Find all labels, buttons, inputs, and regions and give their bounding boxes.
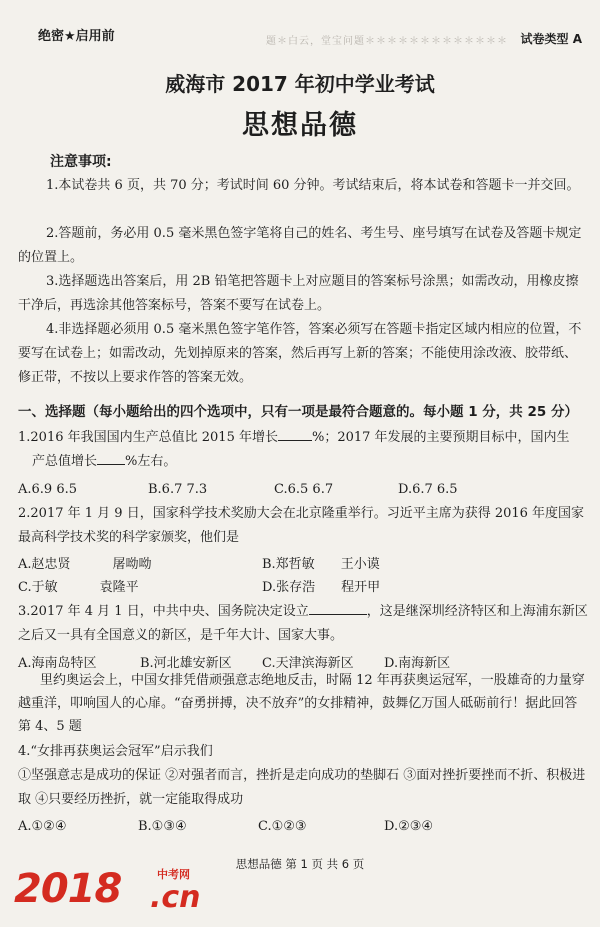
answer-blank <box>97 464 125 465</box>
page-footer: 思想品德 第 1 页 共 6 页 <box>235 857 365 871</box>
note-item-4: 4.非选择题必须用 0.5 毫米黑色签字笔作答，答案必须写在答题卡指定区域内相应的位置，不要写在试卷上；如需改动，先划掉原来的答案，然后再写上新的答案；不能使用涂改液、胶带纸、修正带，不按以上要求作答的答案无效。 <box>18 322 582 385</box>
q1-stem-part: %；2017 年发展的主要预期目标中，国内生 <box>311 430 570 445</box>
q4-option-b: B.①③④ <box>138 819 187 834</box>
note-item-3: 3.选择题选出答案后，用 2B 铅笔把答题卡上对应题目的答案标号涂黑；如需改动，用橡皮擦干净后，再选涂其他答案标号，答案不要写在试卷上。 <box>18 274 579 313</box>
question-4-stem: 4.“女排再获奥运会冠军”启示我们 <box>18 744 213 759</box>
q2-option-c-name1: C.于敏 <box>18 580 58 595</box>
paper-type-label: 试卷类型 A <box>520 32 582 46</box>
q1-option-d: D.6.7 6.5 <box>398 482 458 497</box>
q3-stem-part: 3.2017 年 4 月 1 日，中共中央、国务院决定设立 <box>18 604 309 619</box>
bleed-through-text: 题＊白云，堂宝问题＊＊＊＊＊＊＊＊＊＊＊＊＊ <box>266 36 508 47</box>
q2-option-a-name1: A.赵忠贤 <box>18 557 71 572</box>
q2-option-d-name2: 程开甲 <box>341 580 381 595</box>
q3-option-d: D.南海新区 <box>384 656 451 671</box>
q1-option-c: C.6.5 6.7 <box>274 482 334 497</box>
section-heading: 一、选择题（每小题给出的四个选项中，只有一项是最符合题意的。每小题 1 分，共 25 分） <box>18 404 578 420</box>
watermark-logo-number: 2018 <box>14 866 122 912</box>
q3-option-a: A.海南岛特区 <box>18 656 97 671</box>
q2-option-c-name2: 袁隆平 <box>99 580 139 595</box>
exam-title: 威海市 2017 年初中学业考试 <box>165 72 435 96</box>
q3-option-c: C.天津滨海新区 <box>262 656 354 671</box>
q1-stem-part: 产总值增长 <box>32 454 98 469</box>
note-item-1: 1.本试卷共 6 页，共 70 分；考试时间 60 分钟。考试结束后，将本试卷和答题卡一并交回。 <box>46 178 580 193</box>
q4-option-c: C.①②③ <box>258 819 307 834</box>
q4-option-a: A.①②④ <box>18 819 67 834</box>
note-item-2: 2.答题前，务必用 0.5 毫米黑色签字笔将自己的姓名、考生号、座号填写在试卷及答题卡规定的位置上。 <box>18 226 582 265</box>
q1-option-a: A.6.9 6.5 <box>18 482 78 497</box>
q2-option-d-name1: D.张存浩 <box>262 580 316 595</box>
q3-option-b: B.河北雄安新区 <box>140 656 232 671</box>
question-2-stem: 2.2017 年 1 月 9 日，国家科学技术奖励大会在北京隆重举行。习近平主席为获得 2016 年度国家最高科学技术奖的科学家颁奖，他们是 <box>18 506 585 545</box>
q1-stem-part: 1.2016 年我国国内生产总值比 2015 年增长 <box>18 430 278 445</box>
q2-option-a-name2: 屠呦呦 <box>112 557 152 572</box>
q2-option-d <box>262 576 380 595</box>
watermark-site-label: 中考网 <box>157 868 190 881</box>
q1-stem-part: %左右。 <box>125 454 177 469</box>
q2-option-b <box>262 553 380 572</box>
q2-option-b-name2: 王小谟 <box>340 557 380 572</box>
q2-option-c <box>18 576 139 595</box>
q3-stem-part: ，这是继深圳经济特区和上海浦东新区之后又一具有全国意义的新区，是千年大计、国家大事。 <box>18 604 588 643</box>
question-1-stem <box>18 426 588 474</box>
reading-passage: 里约奥运会上，中国女排凭借顽强意志绝地反击，时隔 12 年再获奥运冠军，一股雄奇的力量穿越重洋，叩响国人的心扉。“奋勇拼搏，决不放弃”的女排精神，鼓舞亿万国人砥砺前行！据此回答第 4、5 题 <box>18 673 585 734</box>
answer-blank <box>309 614 367 615</box>
q4-option-d: D.②③④ <box>384 819 434 834</box>
subject-title: 思想品德 <box>242 110 358 141</box>
secret-mark: 绝密★启用前 <box>38 29 115 44</box>
question-4-statements: ①坚强意志是成功的保证 ②对强者而言，挫折是走向成功的垫脚石 ③面对挫折要挫而不折、积极进取 ④只要经历挫折，就一定能取得成功 <box>18 768 586 807</box>
q1-option-b: B.6.7 7.3 <box>148 482 208 497</box>
q2-option-a <box>18 553 152 572</box>
q2-option-b-name1: B.郑哲敏 <box>262 557 315 572</box>
notes-heading: 注意事项: <box>50 154 112 170</box>
question-3-stem <box>18 600 588 648</box>
answer-blank <box>278 440 312 441</box>
watermark-domain: .cn <box>150 880 201 915</box>
